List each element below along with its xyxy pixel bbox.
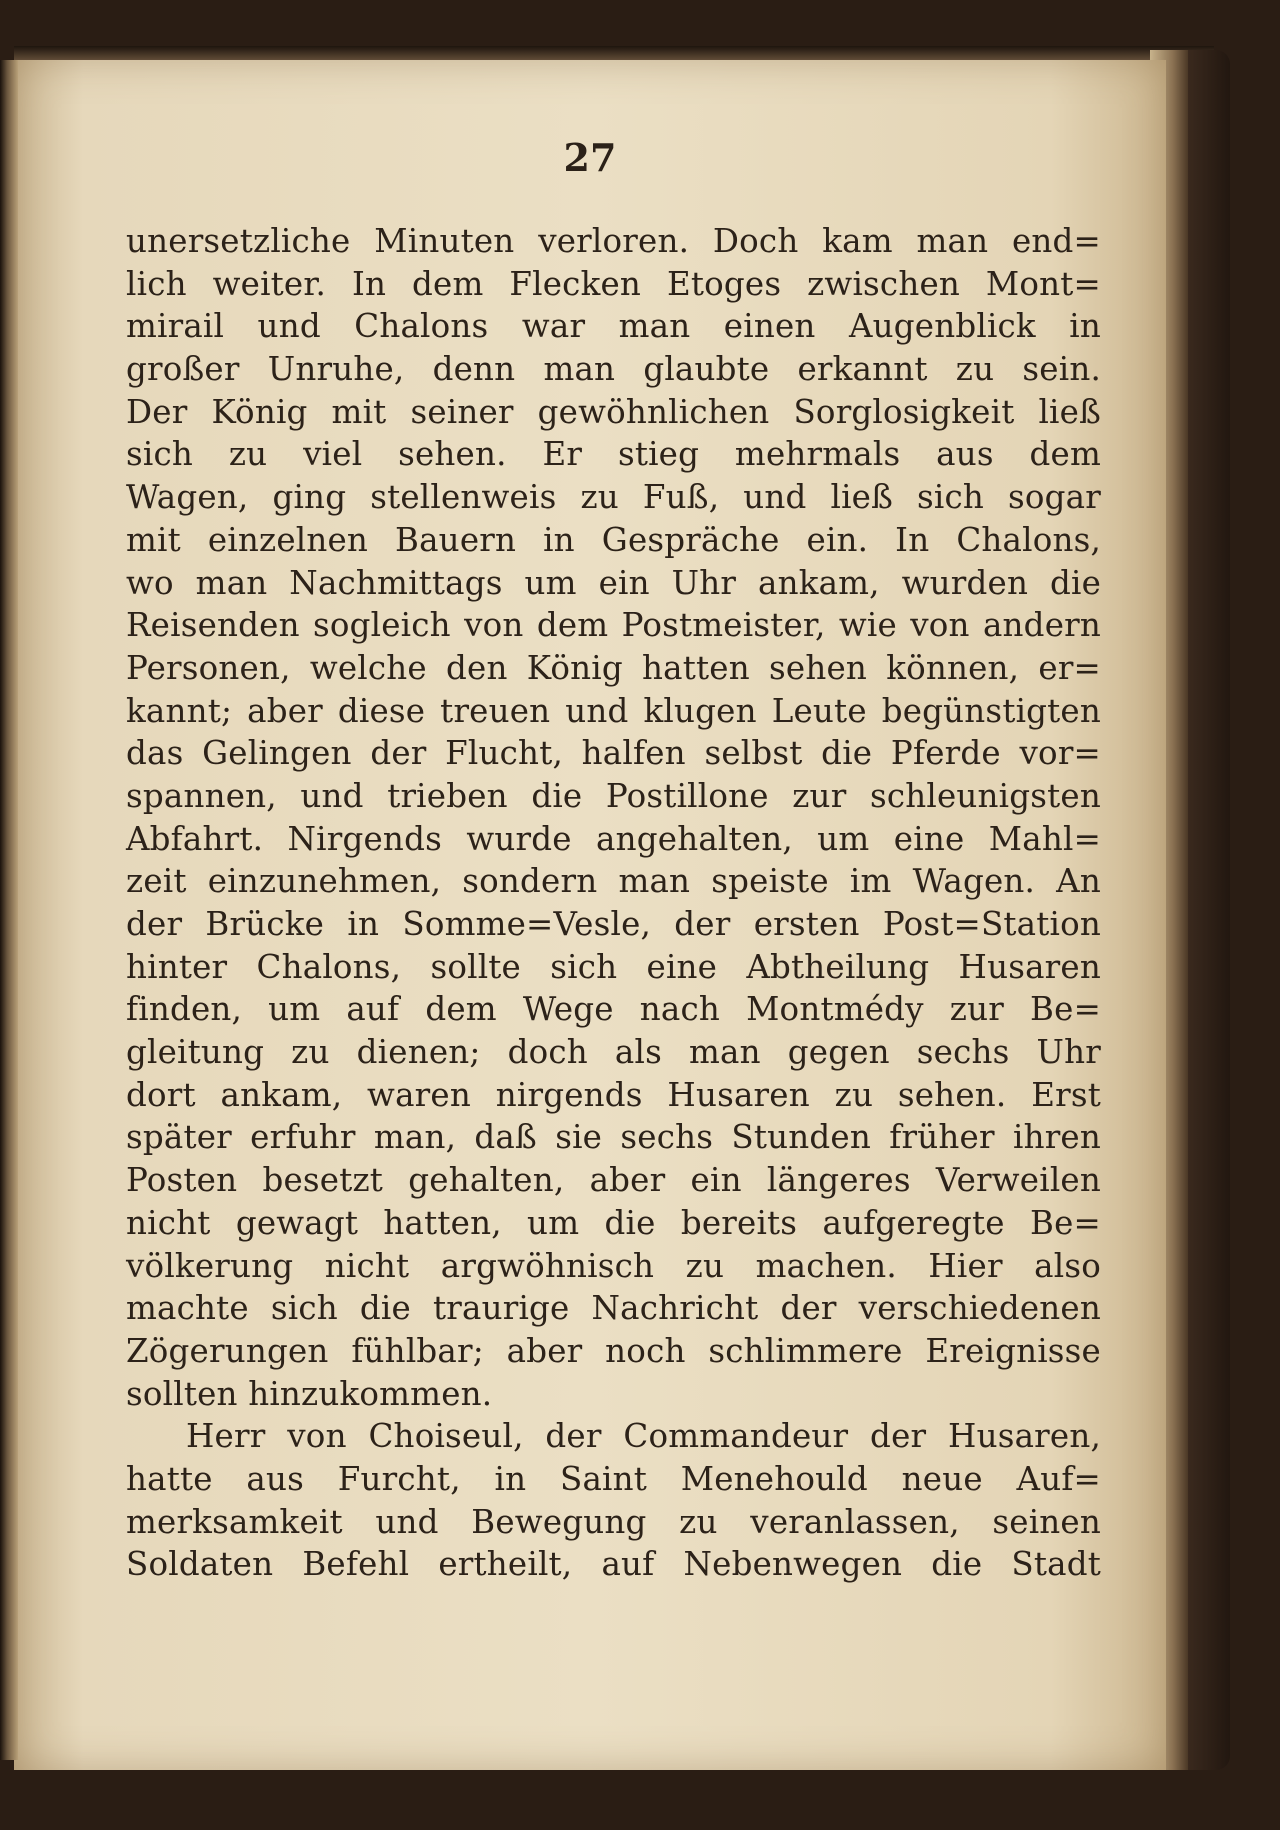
text-line: der Brücke in Somme=Vesle, der ersten Post=Station xyxy=(126,905,1101,943)
text-line: finden, um auf dem Wege nach Montmédy zur Be= xyxy=(126,990,1101,1029)
text-line: Reisenden sogleich von dem Postmeister, wie von andern xyxy=(126,606,1101,645)
text-line: kannt; aber diese treuen und klugen Leute begünstigten xyxy=(126,691,1101,730)
text-line: später erfuhr man, daß sie sechs Stunden früher ihren xyxy=(126,1118,1101,1157)
paragraph-start-line: Herr von Choiseul, der Commandeur der Husaren, xyxy=(186,1417,1101,1456)
text-line: Zögerungen fühlbar; aber noch schlimmere Ereignisse xyxy=(126,1331,1101,1370)
text-line: merksamkeit und Bewegung zu veranlassen, seinen xyxy=(126,1502,1101,1541)
text-line: mirail und Chalons war man einen Augenblick in xyxy=(126,307,1101,346)
paragraph-end-line: sollten hinzukommen. xyxy=(126,1374,493,1413)
text-line: Personen, welche den König hatten sehen können, er= xyxy=(126,648,1101,687)
text-line: Abfahrt. Nirgends wurde angehalten, um eine Mahl= xyxy=(126,819,1101,858)
text-line: hinter Chalons, sollte sich eine Abtheilung Husaren xyxy=(126,947,1101,986)
text-line: unersetzliche Minuten verloren. Doch kam man end= xyxy=(126,222,1101,260)
text-line: großer Unruhe, denn man glaubte erkannt zu sein. xyxy=(126,350,1101,389)
text-line: mit einzelnen Bauern in Gespräche ein. In Chalons, xyxy=(126,520,1101,559)
text-line: nicht gewagt hatten, um die bereits aufgeregte Be= xyxy=(126,1203,1101,1242)
text-line: machte sich die traurige Nachricht der verschiedenen xyxy=(126,1289,1101,1328)
text-line: hatte aus Furcht, in Saint Menehould neue Auf= xyxy=(126,1459,1101,1498)
text-line: sich zu viel sehen. Er stieg mehrmals aus dem xyxy=(126,435,1101,474)
text-line: zeit einzunehmen, sondern man speiste im Wagen. An xyxy=(126,862,1101,901)
text-line: Soldaten Befehl ertheilt, auf Nebenwegen die Stadt xyxy=(126,1545,1101,1584)
text-line: Wagen, ging stellenweis zu Fuß, und ließ sich sogar xyxy=(126,478,1101,517)
text-line: Posten besetzt gehalten, aber ein längeres Verweilen xyxy=(126,1161,1101,1200)
text-line: gleitung zu dienen; doch als man gegen sechs Uhr xyxy=(126,1033,1101,1072)
text-line: lich weiter. In dem Flecken Etoges zwischen Mont= xyxy=(126,264,1101,303)
text-line: völkerung nicht argwöhnisch zu machen. Hier also xyxy=(126,1246,1101,1285)
text-line: das Gelingen der Flucht, halfen selbst die Pferde vor= xyxy=(126,734,1101,773)
text-line: dort ankam, waren nirgends Husaren zu sehen. Erst xyxy=(126,1075,1101,1114)
text-line: wo man Nachmittags um ein Uhr ankam, wurden die xyxy=(126,563,1101,602)
body-text xyxy=(126,220,1101,1586)
page-number: 27 xyxy=(563,135,617,180)
text-line: Der König mit seiner gewöhnlichen Sorglosigkeit ließ xyxy=(126,392,1101,431)
text-line: spannen, und trieben die Postillone zur schleunigsten xyxy=(126,776,1101,815)
paper-page xyxy=(14,60,1166,1770)
binding-gutter xyxy=(0,60,18,1760)
